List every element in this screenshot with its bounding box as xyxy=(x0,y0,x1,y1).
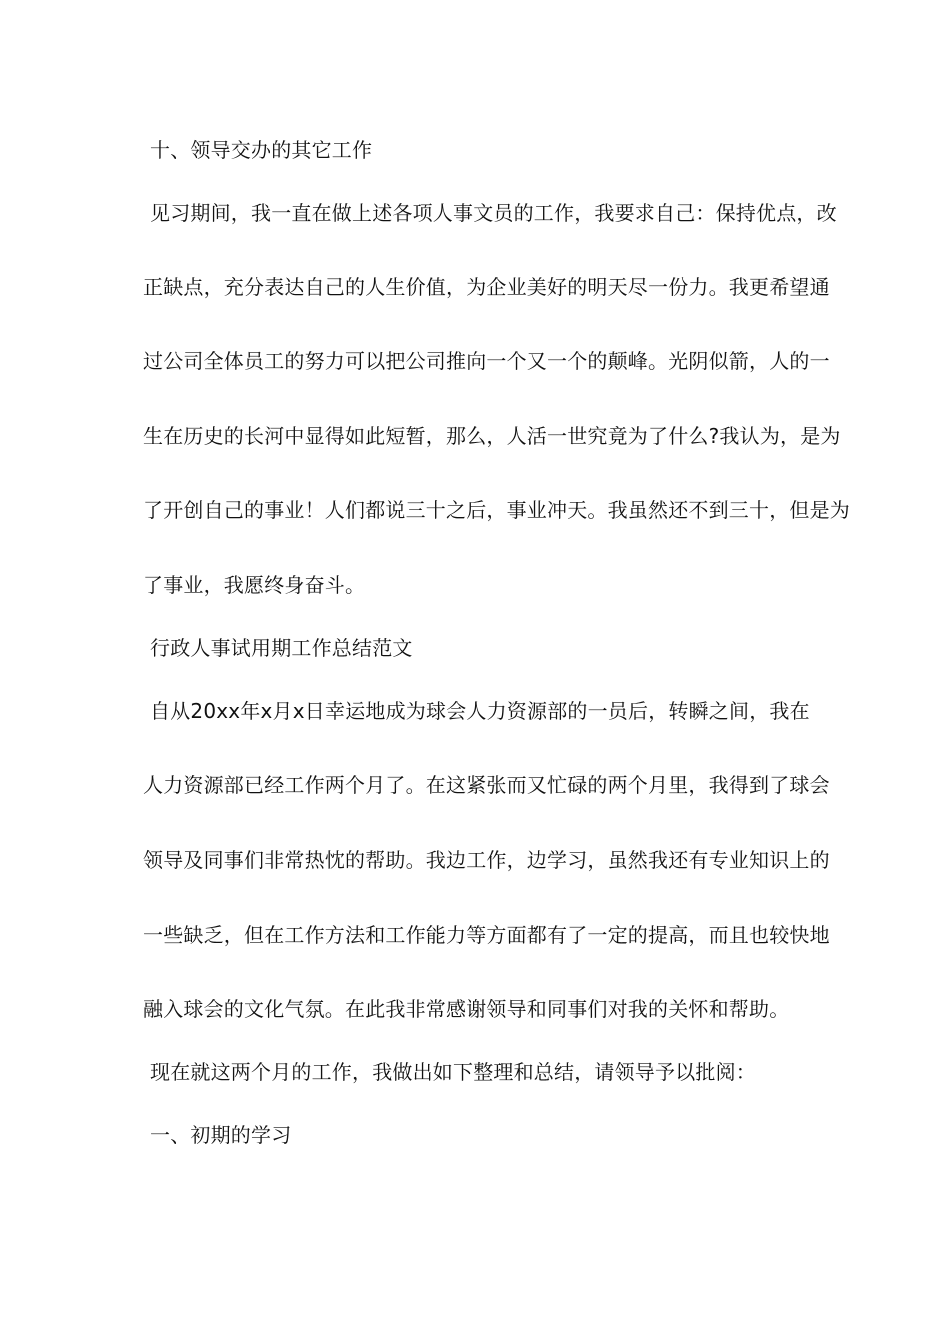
section-heading-ten: 十、领导交办的其它工作 xyxy=(150,138,373,162)
paragraph-line: 领导及同事们非常热忱的帮助。我边工作，边学习，虽然我还有专业知识上的 xyxy=(143,848,830,872)
paragraph-line: 生在历史的长河中显得如此短暂，那么，人活一世究竟为了什么?我认为，是为 xyxy=(143,424,841,448)
paragraph-line: 自从20xx年x月x日幸运地成为球会人力资源部的一员后，转瞬之间，我在 xyxy=(150,699,810,723)
paragraph-line: 了事业，我愿终身奋斗。 xyxy=(143,573,366,597)
paragraph-line: 见习期间，我一直在做上述各项人事文员的工作，我要求自己：保持优点，改 xyxy=(150,201,837,225)
article-title: 行政人事试用期工作总结范文 xyxy=(150,636,413,660)
paragraph-line: 过公司全体员工的努力可以把公司推向一个又一个的颠峰。光阴似箭，人的一 xyxy=(143,349,830,373)
paragraph-line: 融入球会的文化气氛。在此我非常感谢领导和同事们对我的关怀和帮助。 xyxy=(143,997,790,1021)
paragraph-line: 人力资源部已经工作两个月了。在这紧张而又忙碌的两个月里，我得到了球会 xyxy=(143,773,830,797)
paragraph-line: 一些缺乏，但在工作方法和工作能力等方面都有了一定的提高，而且也较快地 xyxy=(143,923,830,947)
paragraph-line: 现在就这两个月的工作，我做出如下整理和总结，请领导予以批阅： xyxy=(150,1060,756,1084)
paragraph-line: 正缺点，充分表达自己的人生价值，为企业美好的明天尽一份力。我更希望通 xyxy=(143,275,830,299)
paragraph-line: 了开创自己的事业！人们都说三十之后，事业冲天。我虽然还不到三十，但是为 xyxy=(143,498,850,522)
section-heading-one: 一、初期的学习 xyxy=(150,1123,292,1147)
